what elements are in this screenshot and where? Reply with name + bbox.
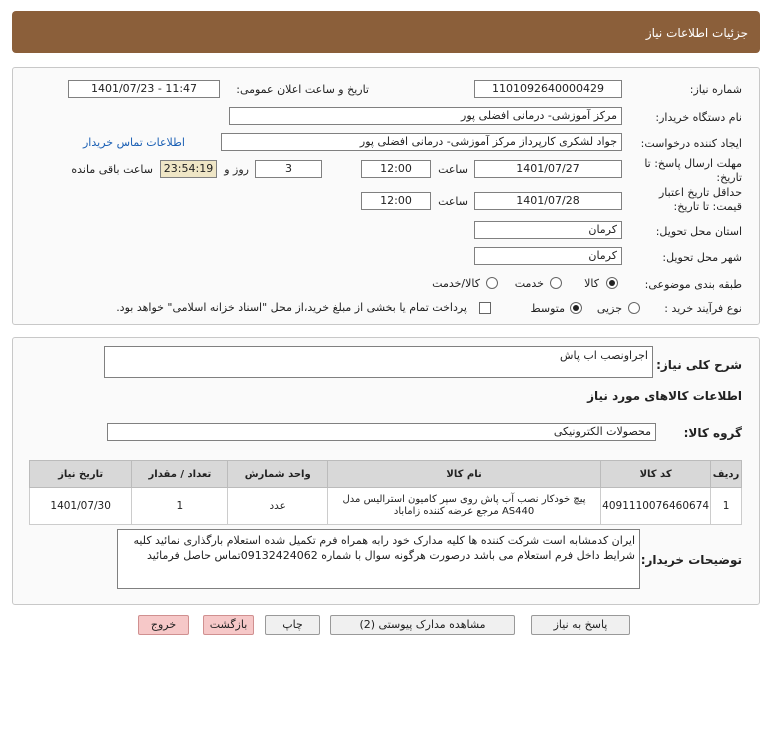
process-medium-label: متوسط: [530, 302, 565, 315]
reply-time-label: ساعت: [438, 163, 468, 176]
category-service-radio[interactable]: [550, 277, 562, 289]
category-goods-label: کالا: [584, 277, 599, 290]
province-label: استان محل تحویل:: [655, 225, 742, 238]
need-desc-label: شرح کلی نیاز:: [656, 358, 742, 372]
buyer-notes-label: توضیحات خریدار:: [640, 553, 742, 567]
need-desc-field: اجراونصب اب پاش: [104, 346, 653, 378]
items-table: [29, 460, 742, 525]
days-label: روز و: [224, 163, 249, 176]
cell-unit: عدد: [228, 488, 328, 525]
goods-group-field: محصولات الکترونیکی: [107, 423, 656, 441]
view-documents-button[interactable]: مشاهده مدارک پیوستی (2): [330, 615, 515, 635]
page-header: [12, 11, 760, 53]
category-goods-service-label: کالا/خدمت: [432, 277, 480, 290]
buyer-notes-field: ایران کدمشابه است شرکت کننده ها کلیه مدارک خود رابه همراه فرم تکمیل شده استعلام بارگذاری نمائید کلیه شرایط داخل فرم استعلام می باشد درصورت هرگونه سوال با شماره 09132424062تماس حاصل فرمائید: [117, 529, 640, 589]
validity-time-field: 12:00: [361, 192, 431, 210]
remaining-label: ساعت باقی مانده: [71, 163, 153, 176]
need-number-field: 1101092640000429: [474, 80, 622, 98]
province-field: کرمان: [474, 221, 622, 239]
creator-label: ایجاد کننده درخواست:: [640, 137, 742, 150]
col-date: تاریخ نیاز: [30, 461, 132, 488]
treasury-payment-checkbox[interactable]: [479, 302, 491, 314]
creator-field: جواد لشکری کارپرداز مرکز آموزشی- درمانی افضلی پور: [221, 133, 622, 151]
goods-info-title: اطلاعات کالاهای مورد نیاز: [587, 389, 742, 403]
col-row: ردیف: [711, 461, 742, 488]
col-qty: تعداد / مقدار: [132, 461, 228, 488]
cell-date: 1401/07/30: [30, 488, 132, 525]
table-header-row: [30, 461, 742, 488]
col-name: نام کالا: [327, 461, 600, 488]
need-number-label: شماره نیاز:: [689, 83, 742, 96]
cell-code: 4091110076460674: [601, 488, 711, 525]
print-button[interactable]: چاپ: [265, 615, 320, 635]
category-goods-service-radio[interactable]: [486, 277, 498, 289]
announce-label: تاریخ و ساعت اعلان عمومی:: [236, 83, 369, 96]
table-row: [30, 488, 742, 525]
cell-row: 1: [711, 488, 742, 525]
exit-button[interactable]: خروج: [138, 615, 189, 635]
col-code: کد کالا: [601, 461, 711, 488]
process-label: نوع فرآیند خرید :: [664, 302, 742, 315]
process-medium-radio[interactable]: [570, 302, 582, 314]
city-field: کرمان: [474, 247, 622, 265]
reply-button[interactable]: پاسخ به نیاز: [531, 615, 630, 635]
buyer-org-label: نام دستگاه خریدار:: [655, 111, 742, 124]
contact-info-link[interactable]: اطلاعات تماس خریدار: [83, 136, 185, 149]
back-button[interactable]: بازگشت: [203, 615, 254, 635]
goods-group-label: گروه کالا:: [683, 426, 742, 440]
cell-qty: 1: [132, 488, 228, 525]
remaining-time-field: 23:54:19: [160, 160, 217, 178]
treasury-payment-note: پرداخت تمام یا بخشی از مبلغ خرید،از محل "اسناد خزانه اسلامی" خواهد بود.: [116, 301, 467, 314]
category-label: طبقه بندی موضوعی:: [644, 278, 742, 291]
category-service-label: خدمت: [514, 277, 544, 290]
validity-time-label: ساعت: [438, 195, 468, 208]
reply-date-field: 1401/07/27: [474, 160, 622, 178]
process-minor-radio[interactable]: [628, 302, 640, 314]
process-minor-label: جزیی: [596, 302, 622, 315]
category-goods-radio[interactable]: [606, 277, 618, 289]
col-unit: واحد شمارش: [228, 461, 328, 488]
buyer-org-field: مرکز آموزشی- درمانی افضلی پور: [229, 107, 622, 125]
days-field: 3: [255, 160, 322, 178]
page-title: جزئیات اطلاعات نیاز: [645, 26, 748, 40]
reply-deadline-label: مهلت ارسال پاسخ: تا تاریخ:: [644, 157, 742, 184]
city-label: شهر محل تحویل:: [662, 251, 742, 264]
reply-time-field: 12:00: [361, 160, 431, 178]
cell-name: پیچ خودکار نصب آب پاش روی سپر کامیون استرالیس مدل AS440 مرجع عرضه کننده زاماباد: [327, 488, 600, 525]
validity-label: حداقل تاریخ اعتبار قیمت: تا تاریخ:: [658, 186, 742, 213]
announce-field: 1401/07/23 - 11:47: [68, 80, 220, 98]
validity-date-field: 1401/07/28: [474, 192, 622, 210]
